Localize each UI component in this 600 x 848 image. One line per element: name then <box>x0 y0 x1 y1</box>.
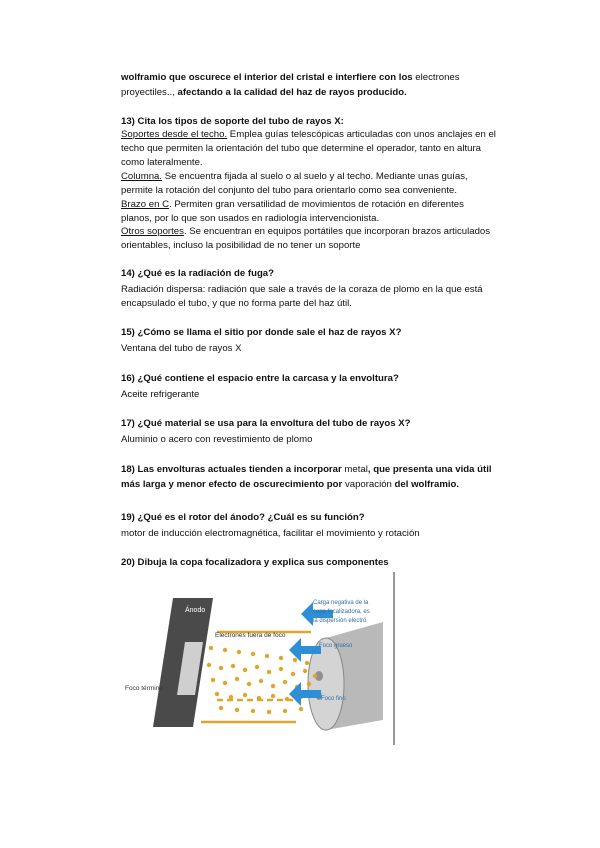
intro-line-2 <box>121 87 407 99</box>
intro-line-1-bold: wolframio que oscurece el interior del cristal e interfiere con los <box>121 72 413 83</box>
question-19: 19) ¿Qué es el rotor del ánodo? ¿Cuál es su función? <box>121 512 365 523</box>
q19-answer: motor de inducción electromagnética, facilitar el movimiento y rotación <box>121 528 420 539</box>
question-14: 14) ¿Qué es la radiación de fuga? <box>121 268 275 279</box>
intro-line-2-regular: proyectiles.., <box>121 87 178 98</box>
q13-techo-text-1: Emplea guías telescópicas articuladas con unos anclajes en el <box>227 129 496 140</box>
question-17: 17) ¿Qué material se usa para la envoltura del tubo de rayos X? <box>121 418 411 429</box>
q18-line-2-c: del wolframio. <box>391 479 460 490</box>
q13-columna-line-2: permite la rotación del conjunto del tubo para orientarlo como sea conveniente. <box>121 185 457 196</box>
q18-line-2-a: más larga y menor efecto de oscurecimiento por <box>121 479 345 490</box>
label-carga-1: Carga negativa de la <box>313 600 369 606</box>
q13-otros-line-2: orientables, incluso la posibilidad de no tener un soporte <box>121 240 361 251</box>
q16-answer: Aceite refrigerante <box>121 389 200 400</box>
intro-line-1 <box>121 72 460 84</box>
q18-line-1-c: , que presenta una vida útil <box>367 464 492 475</box>
q13-techo-line-2: techo que permiten la orientación del tubo que determine el operador, tanto en altura <box>121 143 482 154</box>
q13-otros-text-1: . Se encuentran en equipos portátiles que incorporan brazos articulados <box>183 226 491 237</box>
label-anodo: Ánodo <box>185 607 206 614</box>
q13-techo-line-1 <box>121 129 496 141</box>
q17-answer: Aluminio o acero con revestimiento de plomo <box>121 434 313 445</box>
q13-techo-label: Soportes desde el techo. <box>121 129 228 140</box>
label-foco-termino: Foco término <box>125 685 163 692</box>
q18-line-2 <box>121 479 459 491</box>
intro-line-1-rest: electrones <box>412 72 460 83</box>
q18-line-1-a: 18) Las envolturas actuales tienden a incorporar <box>121 464 345 475</box>
label-carga-2: copa focalizadora, es <box>313 609 370 615</box>
q18-line-2-b: vaporación <box>344 479 392 490</box>
label-electrones-fuera: Electrones fuera de foco <box>215 632 286 639</box>
question-20: 20) Dibuja la copa focalizadora y explica sus componentes <box>121 557 389 568</box>
q13-techo-line-3: como lateralmente. <box>121 157 203 168</box>
q13-brazo-label: Brazo en C <box>121 199 169 210</box>
q13-brazo-text-1: . Permiten gran versatilidad de movimientos de rotación en diferentes <box>169 199 464 210</box>
label-foco-grueso: Foco grueso <box>319 643 353 649</box>
focusing-cup-figure <box>121 570 396 745</box>
intro-line-2-bold: afectando a la calidad del haz de rayos producido. <box>177 87 407 98</box>
q15-answer: Ventana del tubo de rayos X <box>121 343 242 354</box>
q13-otros-label: Otros soportes <box>121 226 184 237</box>
q13-columna-line-1 <box>121 171 468 183</box>
q14-answer-line-2: encapsulado el tubo, y que no forma parte del haz útil. <box>121 298 352 309</box>
label-carga-3: la dispersión electró <box>313 618 367 624</box>
question-15: 15) ¿Cómo se llama el sitio por donde sale el haz de rayos X? <box>121 327 402 338</box>
q13-brazo-line-2: planos, por lo que son usados en radiología intervencionista. <box>121 213 380 224</box>
q13-columna-text-1: Se encuentra fijada al suelo o al suelo y al techo. Mediante unas guías, <box>162 171 468 182</box>
q13-otros-line-1 <box>121 226 490 238</box>
q18-line-1-b: metal <box>344 464 368 475</box>
question-13: 13) Cita los tipos de soporte del tubo de rayos X: <box>121 116 344 127</box>
question-16: 16) ¿Qué contiene el espacio entre la carcasa y la envoltura? <box>121 373 399 384</box>
label-foco-fino: Foco fino <box>321 696 346 702</box>
q18-line-1 <box>121 464 492 476</box>
q14-answer-line-1: Radiación dispersa: radiación que sale a través de la coraza de plomo en la que está <box>121 284 483 295</box>
q13-brazo-line-1 <box>121 199 464 211</box>
q13-columna-label: Columna. <box>121 171 163 182</box>
